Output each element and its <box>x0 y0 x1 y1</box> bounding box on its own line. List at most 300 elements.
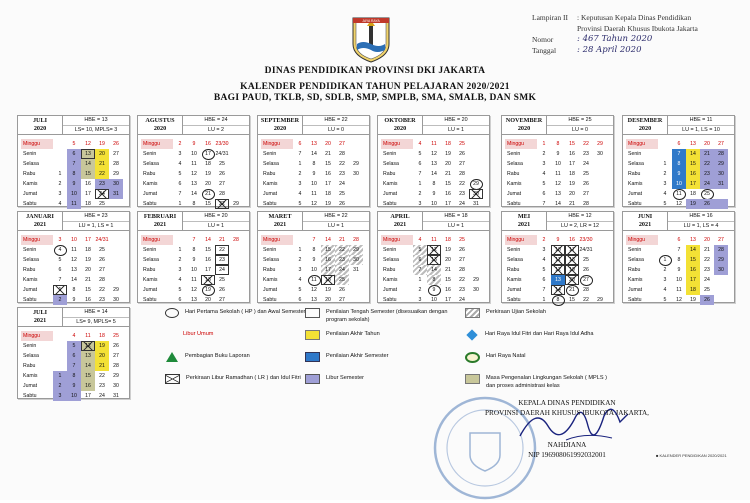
date-cell: 23 <box>704 267 710 273</box>
date-cell: 14 <box>551 285 565 295</box>
day-row <box>141 245 243 255</box>
day-label: Jumat <box>23 191 38 197</box>
date-cell: 16 <box>569 151 575 157</box>
hbe-count: HBE = 24 <box>183 116 249 126</box>
date-cell <box>469 245 483 255</box>
date-cell: 6 <box>58 267 62 273</box>
day-row <box>141 295 243 305</box>
date-cell: 23 <box>459 287 465 293</box>
date-cell: 30 <box>714 265 728 275</box>
date-cell: 21 <box>700 149 714 159</box>
date-cell <box>349 199 363 209</box>
date-cell: 18 <box>445 141 451 147</box>
month-header <box>138 212 249 231</box>
date-cell: 14 <box>71 277 77 283</box>
month-desember-2020 <box>622 115 735 207</box>
date-cell: 27 <box>113 353 119 359</box>
date-cell: 26 <box>99 257 105 263</box>
date-cell: 28 <box>339 151 345 157</box>
legend-pat <box>305 330 456 340</box>
date-cell: 9 <box>312 257 316 263</box>
date-cell: 15 <box>445 277 451 283</box>
lampiran-key: Tanggal <box>532 46 557 55</box>
hatchbox-swatch-icon <box>465 308 480 318</box>
date-cell: 21 <box>201 189 215 199</box>
date-cell: 1 <box>298 161 302 167</box>
date-cell: 12 <box>191 287 197 293</box>
day-label: Jumat <box>507 191 522 197</box>
day-row <box>141 149 243 159</box>
date-cell: 29 <box>714 255 728 265</box>
day-label: Selasa <box>628 257 644 263</box>
month-title <box>623 116 668 134</box>
day-table <box>505 235 607 305</box>
date-cell: 25 <box>583 257 589 263</box>
day-label: Jumat <box>383 191 398 197</box>
day-label: Kamis <box>628 181 643 187</box>
date-cell <box>229 159 243 169</box>
date-cell: 25 <box>219 277 225 283</box>
month-name: NOVEMBER <box>505 117 543 124</box>
date-cell: 20 <box>95 351 109 361</box>
date-cell: 20 <box>569 191 575 197</box>
day-row <box>381 159 483 169</box>
date-cell: 5 <box>178 171 182 177</box>
date-cell <box>593 179 607 189</box>
date-cell: 14 <box>686 149 700 159</box>
day-row <box>21 391 123 401</box>
day-row <box>505 295 607 305</box>
month-name: MARET <box>268 213 292 220</box>
date-cell: 25 <box>99 201 105 207</box>
legend-pas <box>305 352 456 362</box>
day-label: Kamis <box>628 277 643 283</box>
day-row <box>21 199 123 209</box>
day-label: Rabu <box>263 171 276 177</box>
day-row <box>381 255 483 265</box>
day-row <box>505 139 607 149</box>
legend-label: Penilaian Akhir Semester <box>326 353 389 359</box>
date-cell: 21 <box>95 361 109 371</box>
day-row <box>261 295 363 305</box>
day-label: Rabu <box>143 267 156 273</box>
day-row <box>626 169 728 179</box>
date-cell: 23/30 <box>579 237 593 243</box>
month-name: AGUSTUS <box>145 117 175 124</box>
date-cell <box>469 295 483 305</box>
bluebox-swatch-icon <box>305 352 320 362</box>
date-cell: 11 <box>555 171 561 177</box>
day-row <box>261 235 363 245</box>
date-cell: 5 <box>663 297 667 303</box>
date-cell: 5 <box>298 287 302 293</box>
day-row <box>21 361 123 371</box>
date-cell: 14 <box>81 361 95 371</box>
day-label: Senin <box>263 247 277 253</box>
day-row <box>626 159 728 169</box>
day-label: Sabtu <box>628 297 642 303</box>
date-cell: 8 <box>67 169 81 179</box>
holiday-count: LU = 2 <box>207 126 225 133</box>
date-cell: 10 <box>431 201 437 207</box>
date-cell: 29 <box>714 159 728 169</box>
hbe-count: HBE = 20 <box>423 116 489 126</box>
day-label: Senin <box>383 151 397 157</box>
date-cell: 11 <box>67 199 81 209</box>
day-row <box>21 235 123 245</box>
date-cell: 21 <box>325 151 331 157</box>
day-label: Rabu <box>507 267 520 273</box>
date-cell: 19 <box>445 247 451 253</box>
legend-libur-semester <box>305 374 456 384</box>
date-cell: 13 <box>431 161 437 167</box>
date-cell: 12 <box>71 257 77 263</box>
hbe-count: HBE = 11 <box>668 116 734 126</box>
day-row <box>141 285 243 295</box>
legend-buku-laporan <box>165 352 315 362</box>
day-label: Selasa <box>263 161 279 167</box>
date-cell: 4 <box>418 237 422 243</box>
date-cell: 13 <box>551 275 565 285</box>
date-cell: 19 <box>686 199 700 209</box>
date-cell: 6 <box>67 149 81 159</box>
date-cell: 18 <box>565 255 579 265</box>
date-cell: 28 <box>113 161 119 167</box>
date-cell: 28 <box>113 363 119 369</box>
month-name: APRIL <box>390 213 410 220</box>
day-row <box>261 265 363 275</box>
date-cell <box>53 361 67 371</box>
date-cell <box>53 149 67 159</box>
day-label: Minggu <box>381 235 413 245</box>
date-cell: 14 <box>311 151 317 157</box>
day-row <box>21 265 123 275</box>
day-row <box>626 139 728 149</box>
month-title <box>378 212 423 230</box>
hbe-count: HBE = 22 <box>303 212 369 222</box>
date-cell: 14 <box>555 201 561 207</box>
month-oktober-2020 <box>377 115 490 207</box>
date-cell: 10 <box>71 237 77 243</box>
date-cell: 25 <box>99 247 105 253</box>
date-cell <box>469 159 483 169</box>
day-row <box>626 235 728 245</box>
day-row <box>505 265 607 275</box>
date-cell: 5 <box>663 201 667 207</box>
date-cell: 28 <box>583 287 589 293</box>
day-label: Minggu <box>381 139 413 149</box>
calendar-title: KALENDER PENDIDIKAN TAHUN PELAJARAN 2020/2021 <box>240 82 510 92</box>
date-cell: 27 <box>718 141 724 147</box>
month-header <box>258 212 369 231</box>
day-row <box>505 149 607 159</box>
month-name: FEBRUARI <box>143 213 177 220</box>
date-cell: 27 <box>718 237 724 243</box>
month-header <box>378 212 489 231</box>
month-year: 2020 <box>517 125 531 132</box>
date-cell: 13 <box>81 351 95 361</box>
day-label: Minggu <box>141 139 173 149</box>
date-cell: 4 <box>663 287 667 293</box>
date-cell: 1 <box>58 171 62 177</box>
day-row <box>381 285 483 295</box>
date-cell: 28 <box>714 245 728 255</box>
legend-label: Libur Umum <box>183 331 214 337</box>
lampiran-row <box>532 45 742 56</box>
date-cell: 20 <box>704 237 710 243</box>
date-cell: 11 <box>311 191 317 197</box>
day-row <box>626 265 728 275</box>
date-cell: 18 <box>85 201 91 207</box>
day-label: Jumat <box>143 287 158 293</box>
date-cell: 23 <box>339 171 345 177</box>
day-label: Rabu <box>23 363 36 369</box>
date-cell: 22 <box>700 159 714 169</box>
holiday-count: LS= 9, MPLS= 5 <box>76 318 116 325</box>
date-cell: 21 <box>95 159 109 169</box>
day-label: Selasa <box>143 257 159 263</box>
date-cell: 26 <box>700 199 714 209</box>
date-cell: 1 <box>178 247 182 253</box>
date-cell <box>229 139 243 149</box>
date-cell: 12 <box>551 265 565 275</box>
date-cell: 25 <box>459 141 465 147</box>
date-cell: 23 <box>215 255 229 265</box>
date-cell: 27 <box>459 257 465 263</box>
date-cell: 17 <box>686 275 700 285</box>
day-row <box>141 199 243 209</box>
day-label: Sabtu <box>383 297 397 303</box>
signer-title: KEPALA DINAS PENDIDIKAN <box>518 399 616 407</box>
date-cell: 3 <box>178 151 182 157</box>
date-cell: 4 <box>298 191 302 197</box>
date-cell <box>109 235 123 245</box>
date-cell <box>593 169 607 179</box>
date-cell <box>349 149 363 159</box>
date-cell: 29 <box>233 201 239 207</box>
date-cell <box>109 199 123 209</box>
day-label: Jumat <box>23 287 38 293</box>
day-label: Selasa <box>23 161 39 167</box>
holiday-count: LS= 10, MPLS= 3 <box>74 126 118 133</box>
date-cell: 27 <box>339 141 345 147</box>
day-label: Minggu <box>626 235 658 245</box>
date-cell: 3 <box>542 247 546 253</box>
date-cell: 2 <box>542 237 546 243</box>
date-cell: 31 <box>109 189 123 199</box>
date-cell: 13 <box>191 297 197 303</box>
day-label: Senin <box>143 247 157 253</box>
day-row <box>21 341 123 351</box>
date-cell: 5 <box>58 257 62 263</box>
date-cell <box>714 189 728 199</box>
month-year: 2020 <box>273 125 287 132</box>
legend-label: Pembagian Buku Laporan <box>185 353 250 359</box>
day-row <box>141 179 243 189</box>
date-cell: 7 <box>542 287 546 293</box>
date-cell: 29 <box>353 161 359 167</box>
date-cell: 23 <box>99 297 105 303</box>
date-cell: 24/31 <box>579 247 593 253</box>
date-cell: 30 <box>597 151 603 157</box>
date-cell: 19 <box>565 265 579 275</box>
date-cell: 18 <box>690 191 696 197</box>
hbe-count: HBE = 14 <box>63 308 129 318</box>
holiday-count: LU = 1, LS = 4 <box>683 222 719 229</box>
day-row <box>381 199 483 209</box>
date-cell <box>53 351 67 361</box>
date-cell: 22 <box>99 373 105 379</box>
date-cell: 7 <box>418 171 422 177</box>
date-cell: 3 <box>418 201 422 207</box>
day-row <box>141 265 243 275</box>
day-row <box>381 169 483 179</box>
date-cell: 17 <box>85 237 91 243</box>
lampiran-value: Provinsi Daerah Khusus Ibukota Jakarta <box>577 24 698 33</box>
date-cell: 12 <box>191 171 197 177</box>
date-cell: 27 <box>459 161 465 167</box>
xbox-swatch-icon <box>165 374 180 384</box>
month-title <box>502 212 547 230</box>
date-cell: 24 <box>459 201 465 207</box>
title-block <box>0 66 750 103</box>
date-cell: 2 <box>298 171 302 177</box>
olivebox-swatch-icon <box>465 374 480 384</box>
day-label: Selasa <box>507 257 523 263</box>
date-cell: 22 <box>459 277 465 283</box>
date-cell: 24 <box>704 277 710 283</box>
day-label: Jumat <box>143 191 158 197</box>
date-cell: 26 <box>583 267 589 273</box>
day-table <box>21 235 123 305</box>
calendar-subtitle: BAGI PAUD, TKLB, SD, SDLB, SMP, SMPLB, SMA, SMALB, DAN SMK <box>213 93 537 103</box>
legend-label: Hari Raya Idul Fitri dan Hari Raya Idul Adha <box>485 331 594 337</box>
date-cell: 7 <box>677 247 681 253</box>
date-cell: 8 <box>192 201 196 207</box>
day-label: Senin <box>23 343 37 349</box>
day-row <box>505 159 607 169</box>
month-year: 2021 <box>517 221 531 228</box>
month-mei-2021 <box>501 211 614 303</box>
signer-name: NAHDIANA <box>547 441 587 449</box>
date-cell: 25 <box>113 333 119 339</box>
day-label: Sabtu <box>507 297 521 303</box>
date-cell: 16 <box>81 381 95 391</box>
day-row <box>21 351 123 361</box>
day-row <box>261 179 363 189</box>
date-cell <box>109 275 123 285</box>
date-cell: 26 <box>459 151 465 157</box>
date-cell: 24 <box>339 181 345 187</box>
date-cell: 2 <box>298 257 302 263</box>
date-cell: 14 <box>205 237 211 243</box>
date-cell: 23 <box>459 191 465 197</box>
date-cell: 28 <box>219 191 225 197</box>
month-header <box>623 116 734 135</box>
date-cell: 5 <box>418 151 422 157</box>
date-cell: 16 <box>85 181 91 187</box>
lampiran-value: : 467 Tahun 2020 <box>577 34 653 44</box>
date-cell: 29 <box>469 179 483 189</box>
date-cell: 6 <box>418 161 422 167</box>
date-cell: 21 <box>565 285 579 295</box>
day-row <box>626 149 728 159</box>
month-header <box>623 212 734 231</box>
day-label: Senin <box>507 247 521 253</box>
date-cell: 25 <box>339 191 345 197</box>
day-row <box>21 295 123 305</box>
date-cell: 30 <box>349 255 363 265</box>
day-label: Sabtu <box>143 297 157 303</box>
legend-libur-umum <box>165 330 313 339</box>
day-row <box>21 139 123 149</box>
date-cell <box>349 275 363 285</box>
date-cell: 6 <box>178 181 182 187</box>
date-cell: 18 <box>445 237 451 243</box>
date-cell: 23 <box>99 383 105 389</box>
date-cell: 26 <box>219 287 225 293</box>
emblem-text: JAYA RAYA <box>362 19 380 24</box>
day-label: Kamis <box>23 181 38 187</box>
date-cell <box>714 295 728 305</box>
day-label: Kamis <box>263 181 278 187</box>
date-cell: 2 <box>418 191 422 197</box>
date-cell <box>593 199 607 209</box>
day-label: Sabtu <box>23 393 37 399</box>
date-cell <box>349 285 363 295</box>
month-year: 2021 <box>638 221 652 228</box>
month-name: JUNI <box>637 213 653 220</box>
date-cell: 24/31 <box>215 151 229 157</box>
day-label: Senin <box>23 247 37 253</box>
day-table <box>21 331 123 401</box>
date-cell: 4 <box>178 277 182 283</box>
holiday-count: LU = 1, LS = 1 <box>78 222 114 229</box>
day-label: Kamis <box>383 277 398 283</box>
lampiran-key: Nomor <box>532 35 554 44</box>
day-row <box>505 245 607 255</box>
date-cell: 28 <box>583 201 589 207</box>
date-cell: 20 <box>85 267 91 273</box>
date-cell: 17 <box>321 265 335 275</box>
date-cell: 18 <box>205 161 211 167</box>
date-cell: 29 <box>349 245 363 255</box>
month-year: 2020 <box>393 125 407 132</box>
date-cell: 16 <box>321 255 335 265</box>
date-cell: 7 <box>542 201 546 207</box>
date-cell: 9 <box>672 169 686 179</box>
holiday-count: LU = 1, LS = 10 <box>682 126 720 133</box>
date-cell: 2 <box>178 257 182 263</box>
date-cell: 10 <box>67 189 81 199</box>
date-cell <box>658 245 672 255</box>
holiday-count: LU = 0 <box>327 126 345 133</box>
day-label: Senin <box>383 247 397 253</box>
date-cell: 14 <box>325 237 331 243</box>
date-cell: 30 <box>353 171 359 177</box>
date-cell: 15 <box>81 371 95 381</box>
date-cell: 17 <box>445 297 451 303</box>
month-name: JANUARI <box>26 213 54 220</box>
date-cell: 21 <box>219 237 225 243</box>
date-cell: 13 <box>427 255 441 265</box>
date-cell: 30 <box>469 189 483 199</box>
day-table <box>505 139 607 209</box>
date-cell <box>593 245 607 255</box>
date-cell: 27 <box>583 191 589 197</box>
white-swatch-icon <box>305 308 320 318</box>
date-cell <box>229 169 243 179</box>
